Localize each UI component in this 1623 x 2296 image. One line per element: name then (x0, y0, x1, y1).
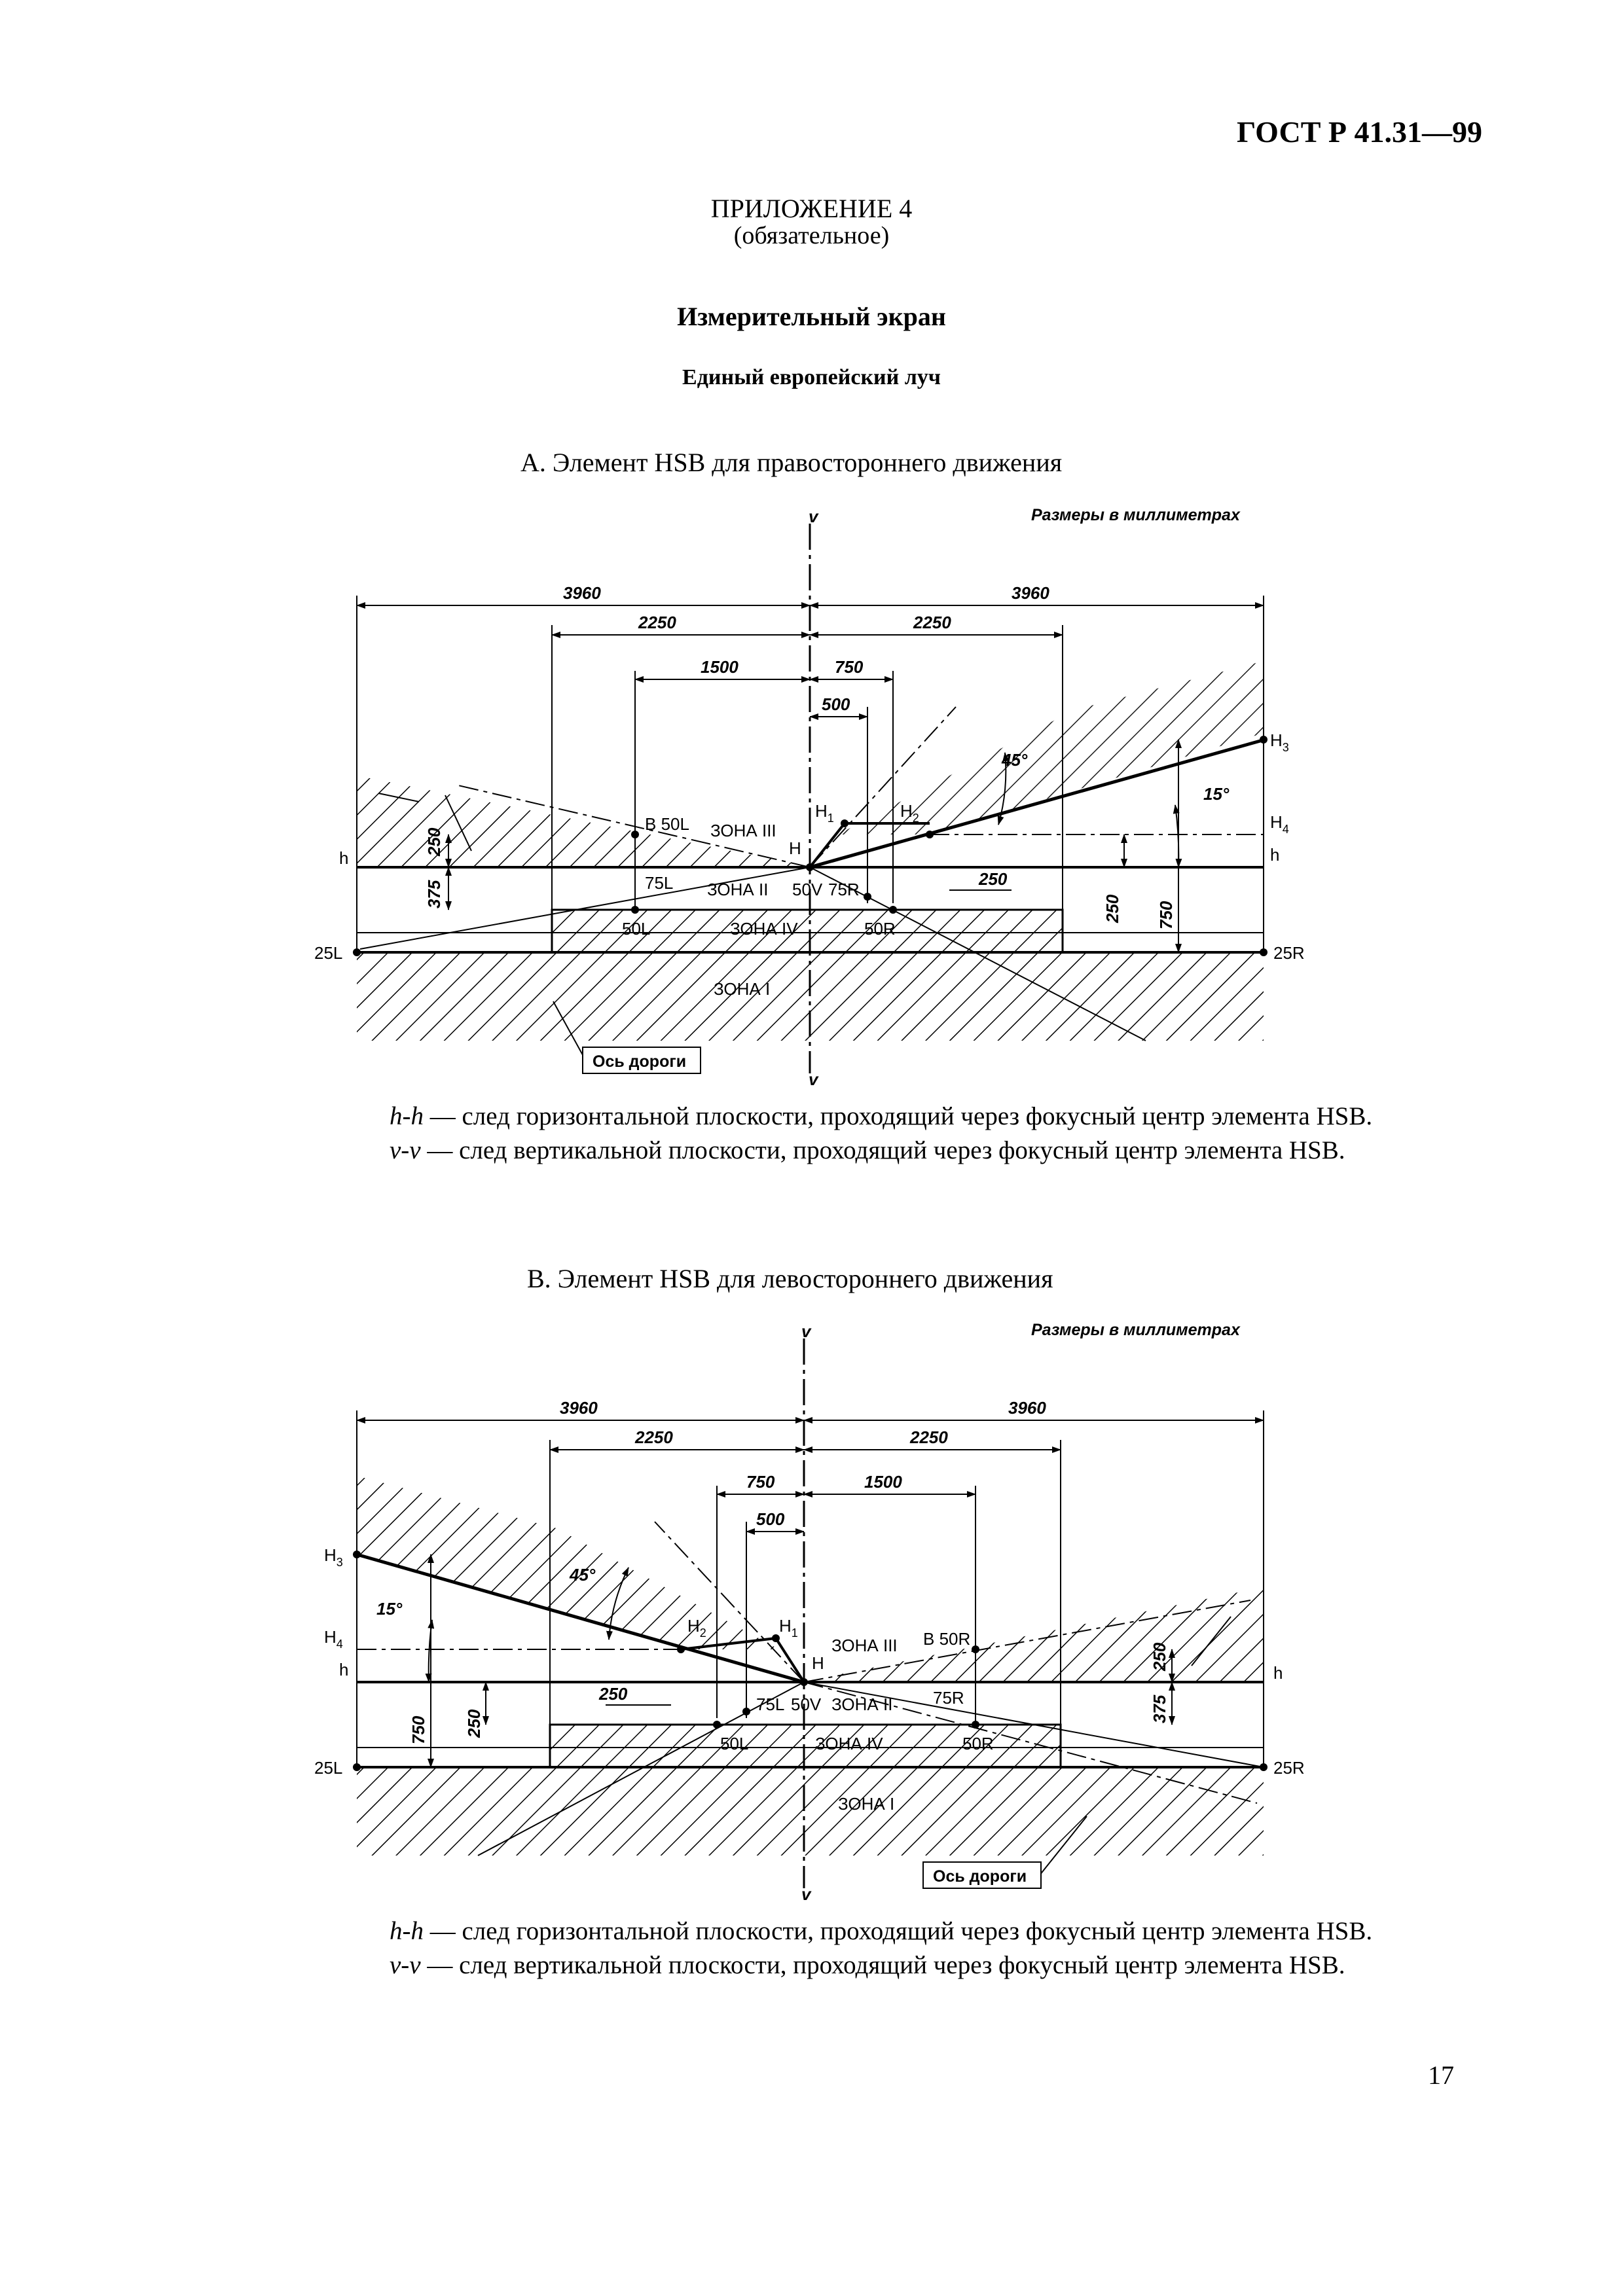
label-a-zone2: ЗОНА II (707, 880, 769, 899)
label-a-H2: $H_2$ (900, 801, 919, 825)
label-b-50l: 50L (720, 1734, 749, 1753)
section-title: Измерительный экран (677, 302, 946, 331)
dim-b-500: 500 (756, 1509, 785, 1529)
dim-a-3960-left: 3960 (563, 583, 601, 603)
figure-b-diagram (0, 1312, 1623, 1928)
label-b-zone1: ЗОНА I (838, 1794, 895, 1814)
label-b-50r: 50R (962, 1734, 994, 1753)
sizes-note-a: Размеры в миллиметрах (1031, 506, 1240, 524)
figure-b-caption: В. Элемент HSB для левостороннего движения (527, 1264, 1053, 1293)
label-b-h-right: h (1273, 1663, 1283, 1683)
dim-a-250-left: 250 (424, 827, 444, 856)
dim-b-250-left: 250 (464, 1709, 484, 1738)
zone1-hatch-b (357, 1767, 1264, 1856)
label-a-50r: 50R (864, 919, 896, 939)
label-b-25r: 25R (1273, 1758, 1305, 1778)
label-b-h-left: h (339, 1660, 349, 1679)
dim-b-750: 750 (746, 1472, 775, 1492)
label-a-zone4: ЗОНА IV (730, 919, 798, 939)
figure-a-diagram (0, 497, 1623, 1113)
dim-a-250-right: 250 (1103, 894, 1122, 923)
label-a-road-axis: Ось дороги (593, 1052, 687, 1071)
page-number: 17 (1428, 2060, 1454, 2090)
dim-b-750: 750 (409, 1715, 428, 1744)
label-b-zone3: ЗОНА III (831, 1636, 898, 1655)
figure-a-note-hh: h-h — след горизонтальной плоскости, проходящий через фокусный центр элемента HSB. (390, 1102, 1373, 1130)
dim-a-1500: 1500 (701, 657, 739, 677)
sizes-note-b: Размеры в миллиметрах (1031, 1321, 1240, 1339)
dim-a-2250-right: 2250 (913, 613, 951, 632)
label-a-h-left: h (339, 848, 349, 868)
label-a-H4: $H_4$ (1270, 812, 1289, 836)
label-b-zone4: ЗОНА IV (815, 1734, 883, 1753)
annex-status: (обязательное) (733, 222, 890, 249)
section-subtitle: Единый европейский луч (682, 365, 941, 389)
label-b-zone2: ЗОНА II (831, 1695, 893, 1714)
label-a-25l: 25L (314, 943, 343, 963)
dim-a-375: 375 (424, 880, 444, 908)
label-b-b50r: B 50R (923, 1629, 971, 1649)
label-a-75r: 75R (828, 880, 860, 899)
dim-a-45: 45° (1002, 750, 1028, 770)
label-b-v-bottom: v (801, 1884, 811, 1904)
label-a-b50l: B 50L (645, 814, 689, 834)
label-a-50v: 50V (792, 880, 823, 899)
dim-b-15: 15° (376, 1599, 403, 1619)
label-b-v-top: v (801, 1321, 811, 1341)
dim-b-3960-right: 3960 (1008, 1398, 1046, 1418)
dim-b-250-right: 250 (1150, 1642, 1169, 1671)
label-b-25l: 25L (314, 1758, 343, 1778)
dim-a-750: 750 (835, 657, 864, 677)
label-b-H1: $H_1$ (779, 1616, 798, 1640)
dim-a-3960-right: 3960 (1012, 583, 1049, 603)
figure-b-note-vv: v-v — след вертикальной плоскости, проходящий через фокусный центр элемента HSB. (390, 1951, 1345, 1979)
dim-b-375: 375 (1150, 1695, 1169, 1723)
dim-b-2250-right: 2250 (910, 1427, 948, 1447)
label-a-75l: 75L (645, 873, 674, 893)
dim-b-45: 45° (570, 1565, 596, 1585)
label-v-top: v (809, 507, 818, 526)
zone-above-right-hatch (802, 1587, 1264, 1682)
dim-b-1500: 1500 (864, 1472, 902, 1492)
dim-b-250-horiz: 250 (599, 1684, 628, 1704)
dim-a-2250-left: 2250 (638, 613, 676, 632)
label-b-50v: 50V (791, 1695, 822, 1714)
dim-b-2250-left: 2250 (635, 1427, 673, 1447)
label-a-25r: 25R (1273, 943, 1305, 963)
label-a-h-right: h (1270, 845, 1280, 865)
label-a-H: H (789, 838, 801, 858)
dim-a-15: 15° (1203, 784, 1230, 804)
label-b-75l: 75L (756, 1695, 785, 1714)
label-b-H3: $H_3$ (324, 1545, 343, 1569)
label-v-bottom: v (809, 1069, 818, 1089)
zone3-left-hatch (357, 1476, 779, 1649)
figure-a-note-vv: v-v — след вертикальной плоскости, проходящий через фокусный центр элемента HSB. (390, 1136, 1345, 1164)
label-b-H: H (812, 1653, 824, 1673)
label-b-road-axis: Ось дороги (933, 1867, 1027, 1886)
standard-number: ГОСТ Р 41.31—99 (1237, 115, 1482, 149)
label-a-H3: $H_3$ (1270, 730, 1289, 754)
dim-a-500: 500 (822, 694, 850, 714)
figure-a-caption: А. Элемент HSB для правостороннего движения (520, 448, 1063, 477)
label-a-H1: $H_1$ (815, 801, 834, 825)
label-a-zone3: ЗОНА III (710, 821, 776, 840)
label-a-zone1: ЗОНА I (714, 979, 771, 999)
dim-b-3960-left: 3960 (560, 1398, 598, 1418)
annex-title: ПРИЛОЖЕНИЕ 4 (710, 194, 913, 223)
label-a-50l: 50L (622, 919, 651, 939)
label-b-H2: $H_2$ (687, 1616, 706, 1640)
label-b-75r: 75R (933, 1688, 964, 1708)
figure-b-note-hh: h-h — след горизонтальной плоскости, проходящий через фокусный центр элемента HSB. (390, 1917, 1373, 1945)
label-b-H4: $H_4$ (324, 1627, 343, 1651)
dim-a-750: 750 (1156, 901, 1176, 929)
dim-a-250-horiz: 250 (979, 869, 1008, 889)
